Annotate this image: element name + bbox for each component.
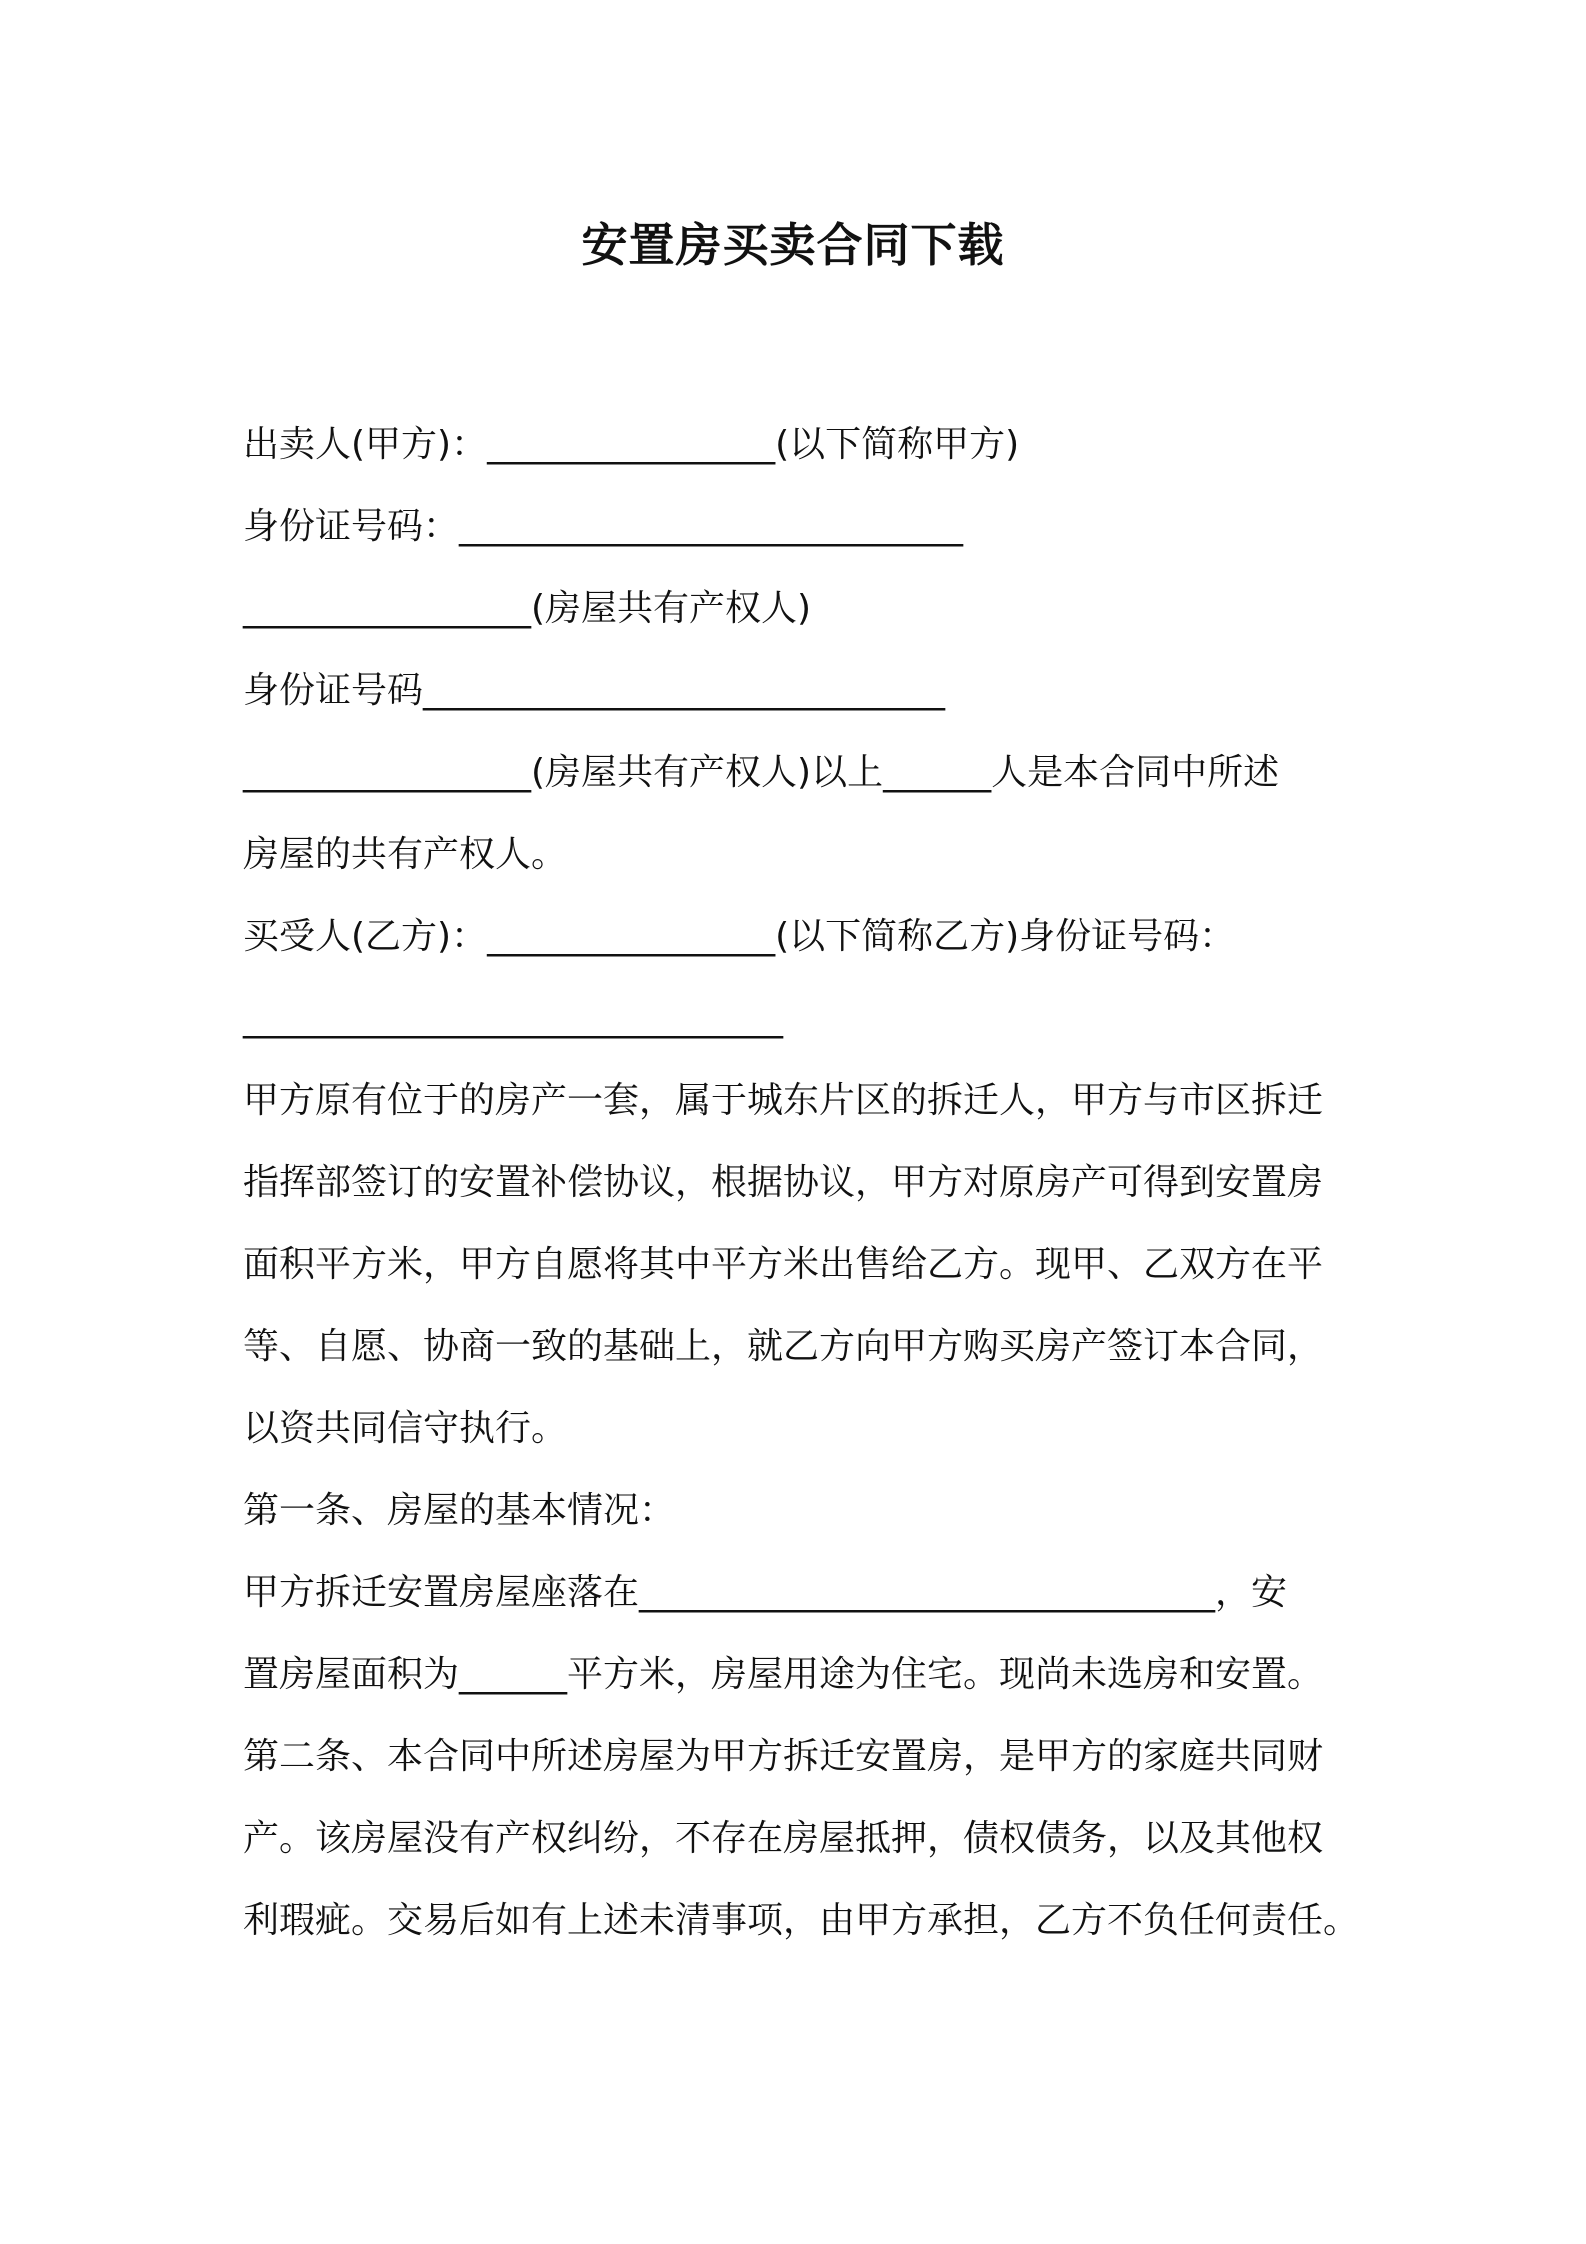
article-1-paragraph bbox=[243, 1552, 1363, 1716]
article-1-line: 甲方拆迁安置房屋座落在________________________________，安 bbox=[243, 1572, 1288, 1613]
buyer-line: 买受人(乙方)：________________(以下简称乙方)身份证号码： bbox=[243, 916, 1236, 957]
coowner-line-2-cont: 房屋的共有产权人。 bbox=[243, 834, 568, 875]
intro-line: 甲方原有位于的房产一套，属于城东片区的拆迁人，甲方与市区拆迁 bbox=[243, 1080, 1324, 1121]
coowner-line-1: ________________(房屋共有产权人) bbox=[243, 588, 812, 629]
document-body bbox=[243, 404, 1363, 1962]
buyer-id-line: ______________________________ bbox=[243, 998, 783, 1039]
seller-id-line: 身份证号码：____________________________ bbox=[243, 506, 964, 547]
coowner-line-2: ________________(房屋共有产权人)以上______人是本合同中所述 bbox=[243, 752, 1280, 793]
intro-line: 指挥部签订的安置补偿协议，根据协议，甲方对原房产可得到安置房 bbox=[243, 1162, 1324, 1203]
article-2-line: 第二条、本合同中所述房屋为甲方拆迁安置房，是甲方的家庭共同财 bbox=[243, 1736, 1324, 1777]
article-1-heading: 第一条、房屋的基本情况： bbox=[243, 1490, 676, 1531]
intro-line: 面积平方米，甲方自愿将其中平方米出售给乙方。现甲、乙双方在平 bbox=[243, 1244, 1324, 1285]
article-2-line: 产。该房屋没有产权纠纷，不存在房屋抵押，债权债务，以及其他权 bbox=[243, 1818, 1324, 1859]
article-2-line: 利瑕疵。交易后如有上述未清事项，由甲方承担，乙方不负任何责任。 bbox=[243, 1900, 1360, 1941]
intro-line: 以资共同信守执行。 bbox=[243, 1408, 568, 1449]
intro-line: 等、自愿、协商一致的基础上，就乙方向甲方购买房产签订本合同， bbox=[243, 1326, 1324, 1367]
document-title: 安置房买卖合同下载 bbox=[581, 218, 1005, 272]
intro-paragraph bbox=[243, 1060, 1363, 1470]
article-1-line: 置房屋面积为______平方米，房屋用途为住宅。现尚未选房和安置。 bbox=[243, 1654, 1324, 1695]
coowner-id-line-1: 身份证号码_____________________________ bbox=[243, 670, 946, 711]
article-2-paragraph bbox=[243, 1716, 1363, 1962]
seller-line: 出卖人(甲方)：________________(以下简称甲方) bbox=[243, 424, 1020, 465]
